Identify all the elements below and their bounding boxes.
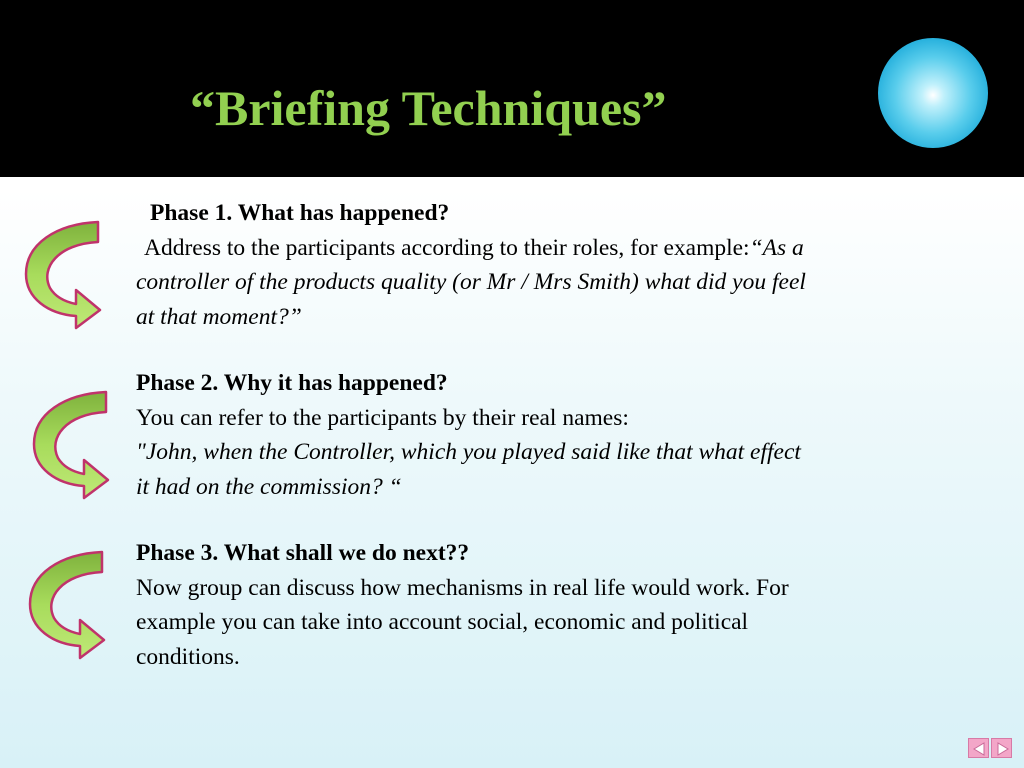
- phase-1-line-3: at that moment?”: [136, 303, 302, 330]
- phase-3-block: [136, 536, 976, 674]
- phase-2-block: [136, 366, 976, 504]
- next-slide-button[interactable]: [991, 738, 1012, 758]
- phase-3-line-1: Now group can discuss how mechanisms in real life would work. For: [136, 574, 789, 601]
- phase-1-heading: Phase 1. What has happened?: [150, 200, 450, 226]
- phase-1-line-2: controller of the products quality (or Mr / Mrs Smith) what did you feel: [136, 269, 806, 295]
- slide-title: “Briefing Techniques”: [190, 80, 667, 136]
- phase-2-heading: Phase 2. Why it has happened?: [136, 370, 448, 396]
- slide-navigation: [968, 738, 1012, 758]
- blue-orb-icon: [878, 38, 988, 148]
- triangle-right-icon: [992, 739, 1013, 759]
- phase-1-line-1-text: Address to the participants according to their roles, for example:: [144, 234, 750, 261]
- phase-2-line-2: "John, when the Controller, which you played said like that what effect: [136, 439, 801, 465]
- curved-arrow-icon: [22, 548, 112, 660]
- curved-arrow-icon: [18, 218, 108, 330]
- previous-slide-button[interactable]: [968, 738, 989, 758]
- phase-3-line-2: example you can take into account social, economic and political: [136, 609, 749, 635]
- triangle-left-icon: [969, 739, 990, 759]
- phase-1-line-1-quote: “As a: [749, 234, 804, 261]
- phase-1-line-1: [136, 231, 976, 266]
- phase-2-line-3: it had on the commission? “: [136, 473, 402, 500]
- phase-3-heading: Phase 3. What shall we do next??: [136, 540, 470, 566]
- curved-arrow-icon: [26, 388, 116, 500]
- phase-2-line-1: You can refer to the participants by their real names:: [136, 404, 629, 431]
- phase-3-line-3: conditions.: [136, 643, 240, 670]
- header-bar: [0, 0, 1024, 177]
- phase-1-block: [136, 196, 976, 334]
